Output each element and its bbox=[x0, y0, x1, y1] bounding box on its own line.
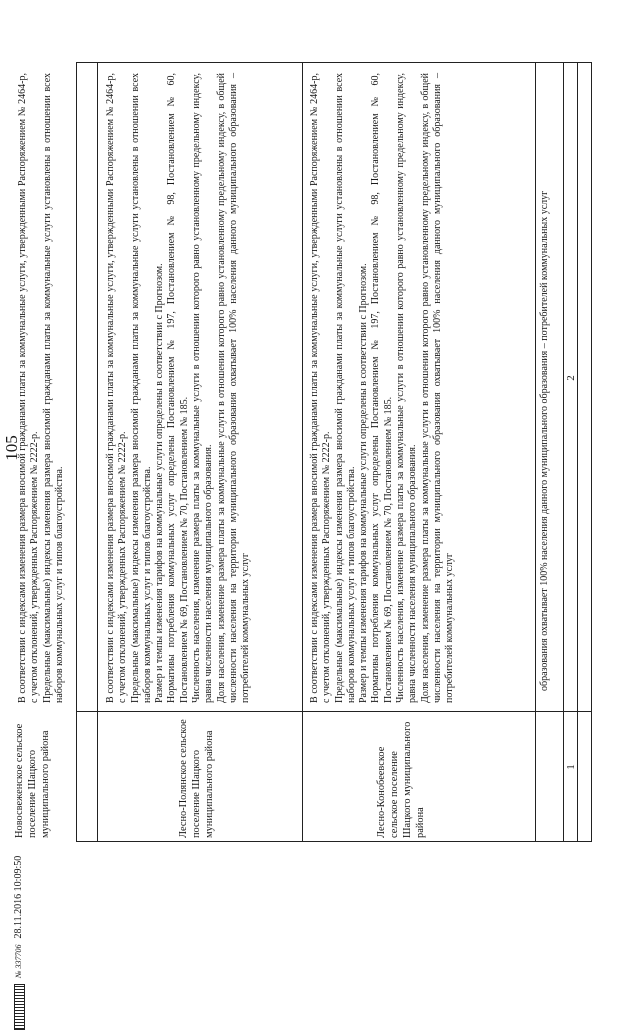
row-3-content bbox=[17, 73, 95, 703]
row-1-content bbox=[309, 73, 531, 703]
row-2-content bbox=[105, 73, 299, 703]
row-2-para-6: Доля населения, изменение размера платы за коммунальные услуги в отношении которого равно установленному предельному индексу, в общей численности населения на территории муниципального образования охватывает 100% населения данного муниципального образования – потребителей коммунальных услуг bbox=[215, 73, 252, 703]
document-table bbox=[14, 62, 592, 842]
row-1-region: Лесно-Конобеевское сельское поселение Шацкого муниципального района bbox=[376, 721, 426, 838]
row-2-para-1: В соответствии с индексами изменения размера вносимой гражданами платы за коммунальные услуги, утвержденными Распоряжением № 2464-р, с учетом отклонений, утвержденных Распоряжением № 2222-р. bbox=[105, 73, 129, 703]
row-1-para-5: Численность населения, изменение размера платы за коммунальные услуги в отношении которого равно установленному предельному индексу, равна численности населения муниципального образования. bbox=[395, 73, 419, 703]
row-2-para-5: Численность населения, изменение размера платы за коммунальные услуги в отношении которого равно установленному предельному индексу, равна численности населения муниципального образования. bbox=[191, 73, 215, 703]
col-header-1: 1 bbox=[565, 764, 577, 770]
row-3-para-1: В соответствии с индексами изменения размера вносимой гражданами платы за коммунальные услуги, утвержденными Распоряжением № 2464-р, с учетом отклонений, утвержденных Распоряжением № 2222-р. bbox=[17, 73, 41, 703]
row-3-region: Новосвеженское сельское поселение Шацкого муниципального района bbox=[14, 723, 51, 838]
row-2-para-4: Нормативы потребления коммунальных услуг определены Постановлением № 197, Постановлением № 98, Постановлением № 60, Постановлением № 69, Постановлением № 70, Постановлением № 185. bbox=[166, 73, 190, 703]
row-2-para-3: Размер и темпы изменения тарифов на коммунальные услуги определены в соответствии с Прогнозом. bbox=[154, 263, 166, 703]
row-1-para-3: Размер и темпы изменения тарифов на коммунальные услуги определены в соответствии с Прогнозом. bbox=[358, 263, 370, 703]
footer-timestamp: 28.11.2016 10:09:50 bbox=[13, 855, 24, 939]
footer-doc-id: № 337706 bbox=[14, 944, 23, 978]
row-1-para-6: Доля населения, изменение размера платы за коммунальные услуги в отношении которого равно установленному предельному индексу, в общей численности населения на территории муниципального образования охватывает 100% населения данного муниципального образования – потребителей коммунальных услуг bbox=[419, 73, 456, 703]
row-2-para-2: Предельные (максимальные) индексы изменения размера вносимой гражданами платы за коммунальные услуги установлены в отношении всех наборов коммунальных услуг и типов благоустройства. bbox=[129, 73, 153, 703]
row-1-para-2: Предельные (максимальные) индексы изменения размера вносимой гражданами платы за коммунальные услуги установлены в отношении всех наборов коммунальных услуг и типов благоустройства. bbox=[333, 73, 357, 703]
barcode-stamp bbox=[14, 984, 25, 1030]
page-number: 105 bbox=[2, 435, 21, 461]
row-2-region: Лесно-Полянское сельское поселение Шацкого муниципального района bbox=[178, 719, 215, 838]
row-3-para-2: Предельные (максимальные) индексы изменения размера вносимой гражданами платы за коммунальные услуги установлены в отношении всех наборов коммунальных услуг и типов благоустройства. bbox=[41, 73, 65, 703]
continuation-text: образования охватывает 100% населения данного муниципального образования – потребителей коммунальных услуг bbox=[539, 190, 550, 691]
row-1-para-1: В соответствии с индексами изменения размера вносимой гражданами платы за коммунальные услуги, утвержденными Распоряжением № 2464-р, с учетом отклонений, утвержденных Распоряжением № 2222-р. bbox=[309, 73, 333, 703]
row-1-para-4: Нормативы потребления коммунальных услуг определены Постановлением № 197, Постановлением № 98, Постановлением № 60, Постановлением № 69, Постановлением № 70, Постановлением № 185. bbox=[370, 73, 394, 703]
col-header-2: 2 bbox=[565, 375, 577, 381]
